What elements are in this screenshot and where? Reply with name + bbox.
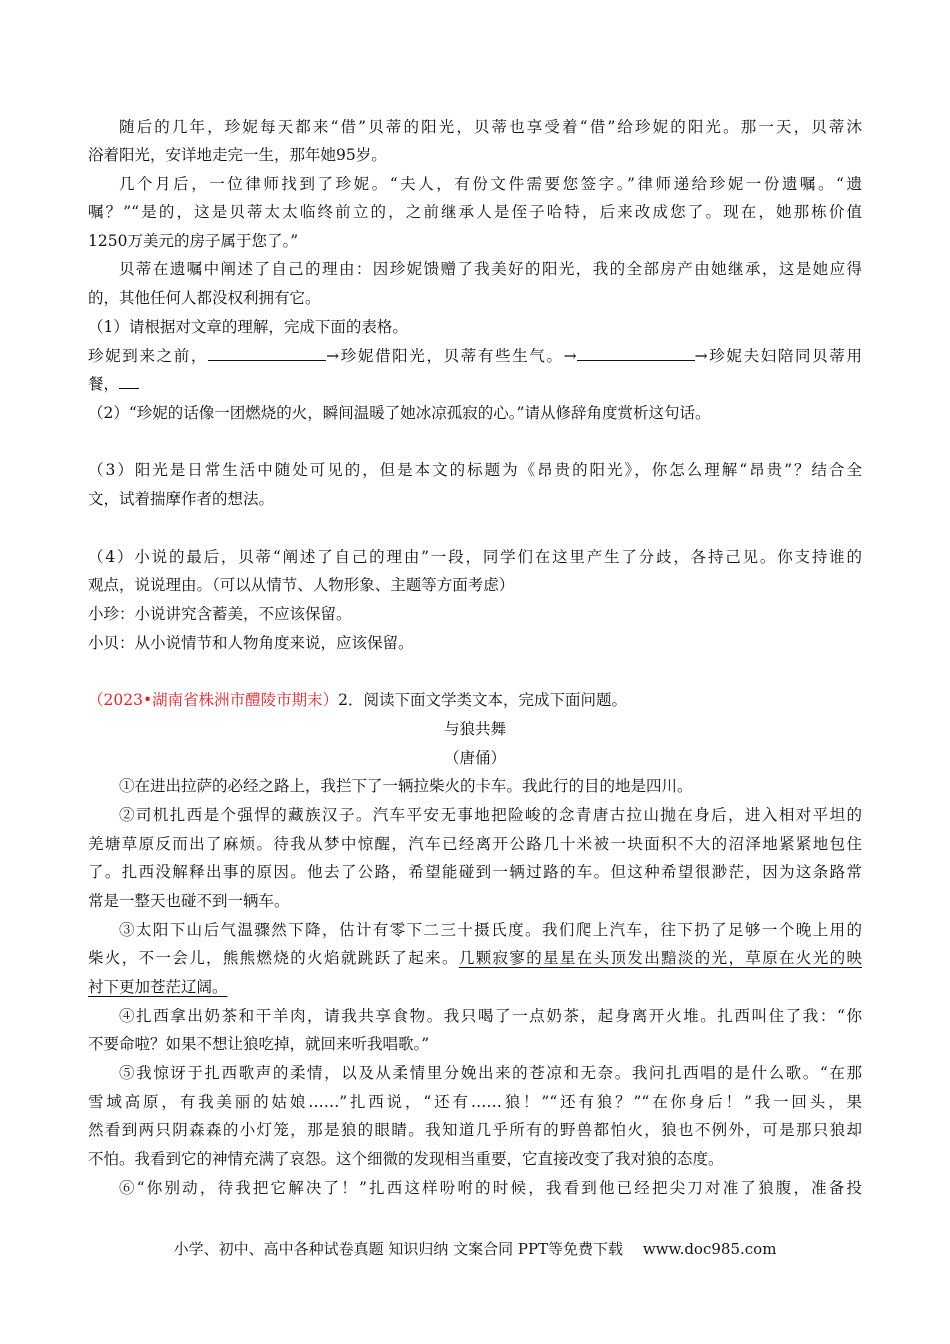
text-segment: 羌塘草原反而出了麻烦。待我从梦中惊醒，汽车已经离开公路几十米被一块面积不大的沼泽地紧紧地包住 [88, 835, 862, 853]
text-line [88, 718, 862, 740]
text-segment: 雪域高原，有我美丽的姑娘……”扎西说，“还有……狼！”“还有狼？”“在你身后！”我一回头，果 [88, 1093, 862, 1111]
answer-blank[interactable] [119, 374, 139, 389]
text-line [88, 402, 862, 424]
text-segment: （4）小说的最后，贝蒂“阐述了自己的理由”一段，同学们在这里产生了分歧，各持己见。你支持谁的 [88, 548, 862, 566]
text-segment: 1250万美元的房子属于您了。” [88, 232, 299, 250]
text-line [88, 1062, 862, 1084]
text-segment: ③太阳下山后气温骤然下降，估计有零下二三十摄氏度。我们爬上汽车，往下扔了足够一个晚上用的 [119, 921, 862, 939]
answer-blank[interactable] [577, 346, 695, 361]
footer-text: 小学、初中、高中各种试卷真题 知识归纳 文案合同 PPT等免费下载 www.doc985.com [173, 1240, 777, 1258]
text-line [88, 1091, 862, 1113]
text-line [88, 1148, 862, 1170]
text-line [88, 287, 862, 309]
text-segment: ①在进出拉萨的必经之路上，我拦下了一辆拉柴火的卡车。我此行的目的地是四川。 [119, 777, 693, 795]
text-line [88, 258, 862, 280]
text-line [88, 1005, 862, 1027]
text-line [88, 861, 862, 883]
text-segment: 然看到两只阴森森的小灯笼，那是狼的眼睛。我知道几乎所有的野兽都怕火，狼也不例外，可是那只狼却 [88, 1121, 862, 1139]
text-segment: 贝蒂在遗嘱中阐述了自己的理由：因珍妮馈赠了我美好的阳光，我的全部房产由她继承，这是她应得 [119, 260, 862, 278]
text-segment: 文，试着揣摩作者的想法。 [88, 490, 275, 508]
text-segment: ⑥“你别动，待我把它解决了！”扎西这样吩咐的时候，我看到他已经把尖刀对准了狼腹，准备投 [119, 1179, 862, 1197]
text-segment: 与狼共舞 [443, 720, 506, 738]
text-line [88, 804, 862, 826]
text-line [88, 546, 862, 568]
text-line [88, 373, 862, 395]
text-segment: （唐俑） [443, 749, 506, 767]
text-line [88, 775, 862, 797]
text-segment: 不怕。我看到它的神情充满了哀怨。这个细微的发现相当重要，它直接改变了我对狼的态度。 [88, 1150, 724, 1168]
text-line [88, 632, 862, 654]
text-segment: （3）阳光是日常生活中随处可见的，但是本文的标题为《昂贵的阳光》，你怎么理解“昂贵”？结合全 [88, 461, 862, 479]
text-line [88, 689, 862, 711]
text-line [88, 976, 862, 998]
text-segment: 几个月后，一位律师找到了珍妮。“夫人，有份文件需要您签字。”律师递给珍妮一份遗嘱。“遗 [119, 175, 862, 193]
text-line [88, 488, 862, 510]
text-segment: 的，其他任何人都没权利拥有它。 [88, 289, 321, 307]
text-segment: 小珍：小说讲究含蓄美，不应该保留。 [88, 605, 352, 623]
text-segment: 浴着阳光，安详地走完一生，那年她95岁。 [88, 146, 387, 164]
text-line [88, 345, 862, 367]
answer-blank[interactable] [208, 346, 326, 361]
text-line [88, 603, 862, 625]
text-line [88, 144, 862, 166]
text-segment: 不要命啦？如果不想让狼吃掉，就回来听我唱歌。” [88, 1035, 430, 1053]
text-line [88, 1119, 862, 1141]
text-line [88, 747, 862, 769]
text-segment: 餐， [88, 375, 120, 393]
text-line [88, 574, 862, 596]
text-line [88, 201, 862, 223]
text-segment: 了。扎西没解释出事的原因。他去了公路，希望能碰到一辆过路的车。但这种希望很渺茫，因为这条路常 [88, 863, 862, 881]
text-segment: 嘱？”“是的，这是贝蒂太太临终前立的，之前继承人是侄子哈特，后来改成您了。现在，她那栋价值 [88, 203, 862, 221]
text-line [88, 1033, 862, 1055]
text-line [88, 459, 862, 481]
underlined-sentence: 衬下更加苍茫辽阔。 [88, 978, 228, 996]
text-segment: （2）“珍妮的话像一团燃烧的火，瞬间温暖了她冰凉孤寂的心。”请从修辞角度赏析这句话。 [88, 404, 711, 422]
text-segment: 小贝：从小说情节和人物角度来说，应该保留。 [88, 634, 414, 652]
underlined-sentence: 几颗寂寥的星星在头顶发出黯淡的光，草原在火光的映 [458, 949, 862, 967]
text-line [88, 919, 862, 941]
text-line [88, 890, 862, 912]
text-line [88, 947, 862, 969]
text-line [88, 316, 862, 338]
text-segment: ④扎西拿出奶茶和干羊肉，请我共享食物。我只喝了一点奶茶，起身离开火堆。扎西叫住了我：“你 [119, 1007, 862, 1025]
text-segment: （1）请根据对文章的理解，完成下面的表格。 [88, 318, 408, 336]
text-segment: →珍妮借阳光，贝蒂有些生气。→ [326, 347, 577, 365]
text-segment: 随后的几年，珍妮每天都来“借”贝蒂的阳光，贝蒂也享受着“借”给珍妮的阳光。那一天，贝蒂沐 [119, 118, 862, 136]
text-segment: ⑤我惊讶于扎西歌声的柔情，以及从柔情里分娩出来的苍凉和无奈。我问扎西唱的是什么歌。“在那 [119, 1064, 862, 1082]
text-segment: ②司机扎西是个强悍的藏族汉子。汽车平安无事地把险峻的念青唐古拉山抛在身后，进入相对平坦的 [119, 806, 862, 824]
text-segment: 珍妮到来之前， [88, 347, 209, 365]
text-segment: 2．阅读下面文学类文本，完成下面问题。 [338, 691, 627, 709]
text-line [88, 1177, 862, 1199]
text-line [88, 230, 862, 252]
question-source: （2023•湖南省株洲市醴陵市期末） [88, 691, 339, 709]
text-line [88, 116, 862, 138]
text-line [88, 173, 862, 195]
text-segment: 观点，说说理由。（可以从情节、人物形象、主题等方面考虑） [88, 576, 515, 594]
text-segment: 常是一整天也碰不到一辆车。 [88, 892, 290, 910]
text-segment: 柴火，不一会儿，熊熊燃烧的火焰就跳跃了起来。 [88, 949, 459, 967]
text-segment: →珍妮夫妇陪同贝蒂用 [694, 347, 862, 365]
text-line [88, 833, 862, 855]
